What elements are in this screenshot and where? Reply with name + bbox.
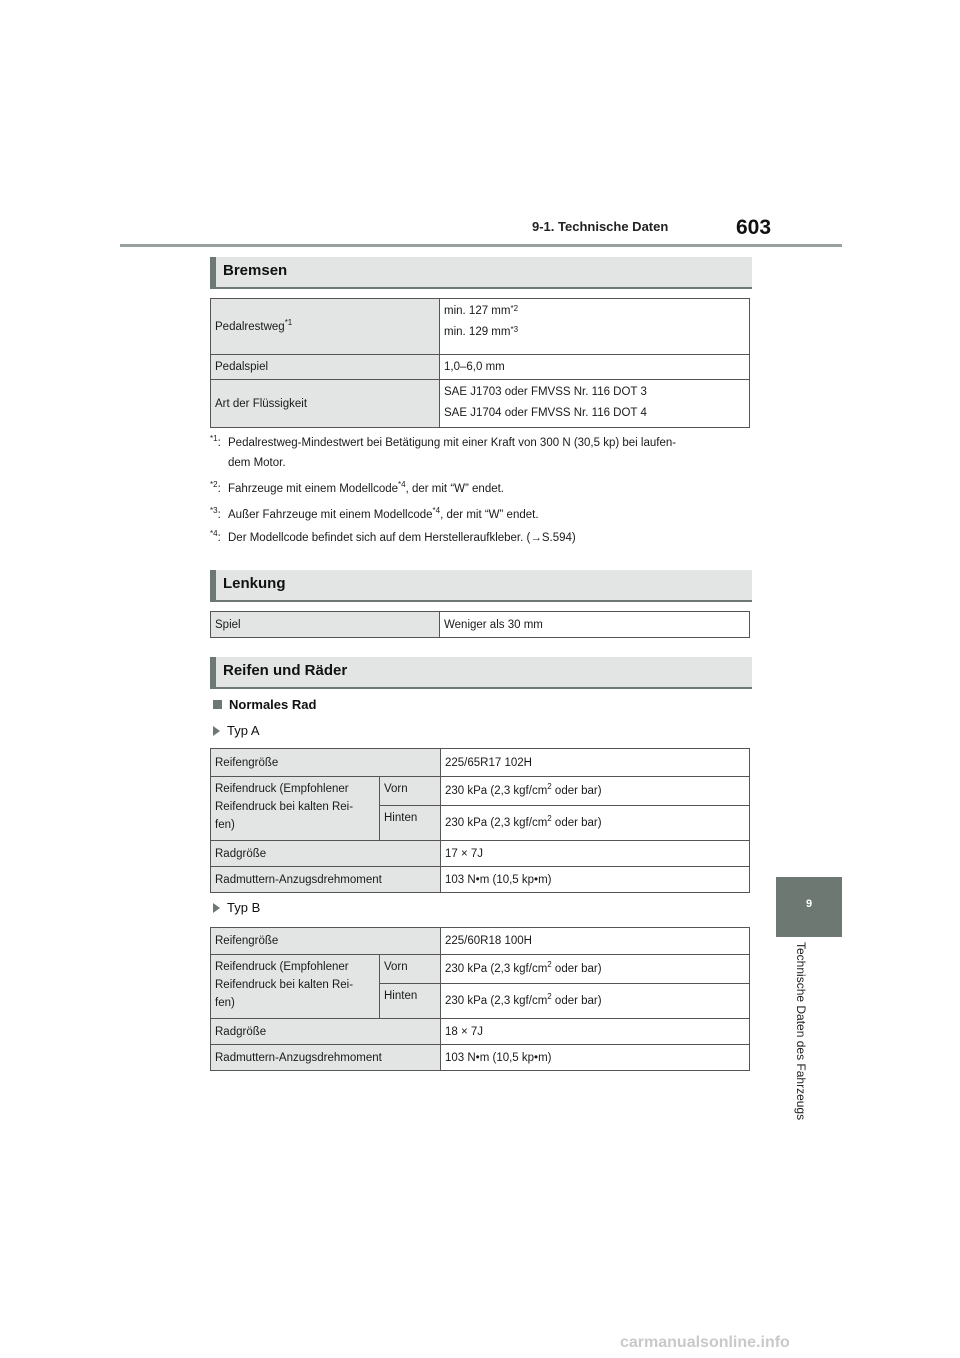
triangle-bullet-icon bbox=[213, 726, 220, 736]
row-value: 230 kPa (2,3 kgf/$cm^2$ oder bar) bbox=[441, 984, 750, 1019]
footnote: $^{*4}$: Der Modellcode befindet sich auf dem Herstelleraufkleber. (→S.594) bbox=[210, 529, 576, 544]
lenkung-table bbox=[210, 611, 750, 638]
section-accent bbox=[210, 257, 216, 287]
table-row bbox=[211, 612, 750, 638]
row-label: Radmuttern-Anzugsdrehmoment bbox=[211, 1045, 441, 1071]
footnote: $^{*3}$: Außer Fahrzeuge mit einem Modellcode$^{*4}$, der mit “W” endet. bbox=[210, 506, 539, 521]
row-label: Radmuttern-Anzugsdrehmoment bbox=[211, 867, 441, 893]
bremsen-table bbox=[210, 298, 750, 428]
table-row bbox=[211, 1045, 750, 1071]
row-value bbox=[440, 299, 750, 355]
sub-label-hinten: Hinten bbox=[380, 984, 441, 1019]
row-label: Pedalrestweg$^{*1}$ bbox=[211, 299, 440, 355]
sub-label-vorn: Vorn bbox=[380, 955, 441, 984]
subheading-normales-rad: Normales Rad bbox=[213, 697, 316, 712]
value-line: min. 127 $mm^{*2}$ bbox=[444, 304, 519, 317]
table-row bbox=[211, 777, 750, 806]
row-value: 230 kPa (2,3 kgf/$cm^2$ oder bar) bbox=[441, 777, 750, 806]
table-row bbox=[211, 299, 750, 355]
row-label: Radgröße bbox=[211, 1019, 441, 1045]
row-label: Reifendruck (Empfohlener Reifendruck bei kalten Rei- fen) bbox=[211, 955, 380, 1019]
square-bullet-icon bbox=[213, 700, 222, 709]
row-label: Pedalspiel bbox=[211, 355, 440, 380]
header-rule bbox=[120, 244, 842, 247]
sub-label-vorn: Vorn bbox=[380, 777, 441, 806]
section-title-reifen: Reifen und Räder bbox=[223, 662, 348, 679]
table-row bbox=[211, 867, 750, 893]
row-value: Weniger als 30 mm bbox=[440, 612, 750, 638]
row-label: Radgröße bbox=[211, 841, 441, 867]
row-label: Art der Flüssigkeit bbox=[211, 380, 440, 428]
table-row bbox=[211, 841, 750, 867]
value-line: SAE J1703 oder FMVSS Nr. 116 DOT 3 bbox=[444, 386, 647, 398]
table-row bbox=[211, 928, 750, 955]
type-a-heading: Typ A bbox=[213, 723, 260, 738]
row-value: 17 × 7J bbox=[441, 841, 750, 867]
value-line: SAE J1704 oder FMVSS Nr. 116 DOT 4 bbox=[444, 407, 647, 419]
type-b-heading: Typ B bbox=[213, 900, 260, 915]
chapter-label: Technische Daten des Fahrzeugs bbox=[794, 942, 808, 1121]
section-title-lenkung: Lenkung bbox=[223, 575, 286, 592]
tire-table-typ-a bbox=[210, 748, 750, 893]
footnote: $^{*2}$: Fahrzeuge mit einem Modellcode$^{*4}$, der mit “W” endet. bbox=[210, 480, 505, 495]
row-label: Reifengröße bbox=[211, 749, 441, 777]
table-row bbox=[211, 380, 750, 428]
footnote: $^{*1}$: Pedalrestweg-Mindestwert bei Betätigung mit einer Kraft von 300 N (30,5 kp) bei laufen- bbox=[210, 434, 677, 449]
tire-table-typ-b bbox=[210, 927, 750, 1071]
section-accent bbox=[210, 657, 216, 687]
section-bar-lenkung bbox=[210, 570, 752, 602]
row-value: 230 kPa (2,3 kgf/$cm^2$ oder bar) bbox=[441, 806, 750, 841]
row-value bbox=[440, 380, 750, 428]
section-title-bremsen: Bremsen bbox=[223, 262, 288, 279]
section-accent bbox=[210, 570, 216, 600]
watermark: carmanualsonline.info bbox=[620, 1334, 790, 1351]
table-row bbox=[211, 355, 750, 380]
section-heading: 9-1. Technische Daten bbox=[532, 219, 669, 234]
row-label: Reifendruck (Empfohlener Reifendruck bei kalten Rei- fen) bbox=[211, 777, 380, 841]
row-value: 103 N•m (10,5 kp•m) bbox=[441, 867, 750, 893]
footnote-continuation: dem Motor. bbox=[228, 457, 286, 469]
page-number: 603 bbox=[736, 216, 772, 239]
chapter-number: 9 bbox=[805, 898, 813, 910]
row-value: 225/65R17 102H bbox=[441, 749, 750, 777]
triangle-bullet-icon bbox=[213, 903, 220, 913]
section-bar-bremsen bbox=[210, 257, 752, 289]
row-value: 103 N•m (10,5 kp•m) bbox=[441, 1045, 750, 1071]
row-value: 225/60R18 100H bbox=[441, 928, 750, 955]
row-value: 1,0–6,0 mm bbox=[440, 355, 750, 380]
value-line: min. 129 $mm^{*3}$ bbox=[444, 325, 519, 338]
table-row bbox=[211, 955, 750, 984]
section-bar-reifen bbox=[210, 657, 752, 689]
chapter-tab bbox=[776, 877, 842, 937]
table-row bbox=[211, 749, 750, 777]
row-value: 230 kPa (2,3 kgf/$cm^2$ oder bar) bbox=[441, 955, 750, 984]
row-value: 18 × 7J bbox=[441, 1019, 750, 1045]
row-label: Spiel bbox=[211, 612, 440, 638]
sub-label-hinten: Hinten bbox=[380, 806, 441, 841]
table-row bbox=[211, 1019, 750, 1045]
row-label: Reifengröße bbox=[211, 928, 441, 955]
